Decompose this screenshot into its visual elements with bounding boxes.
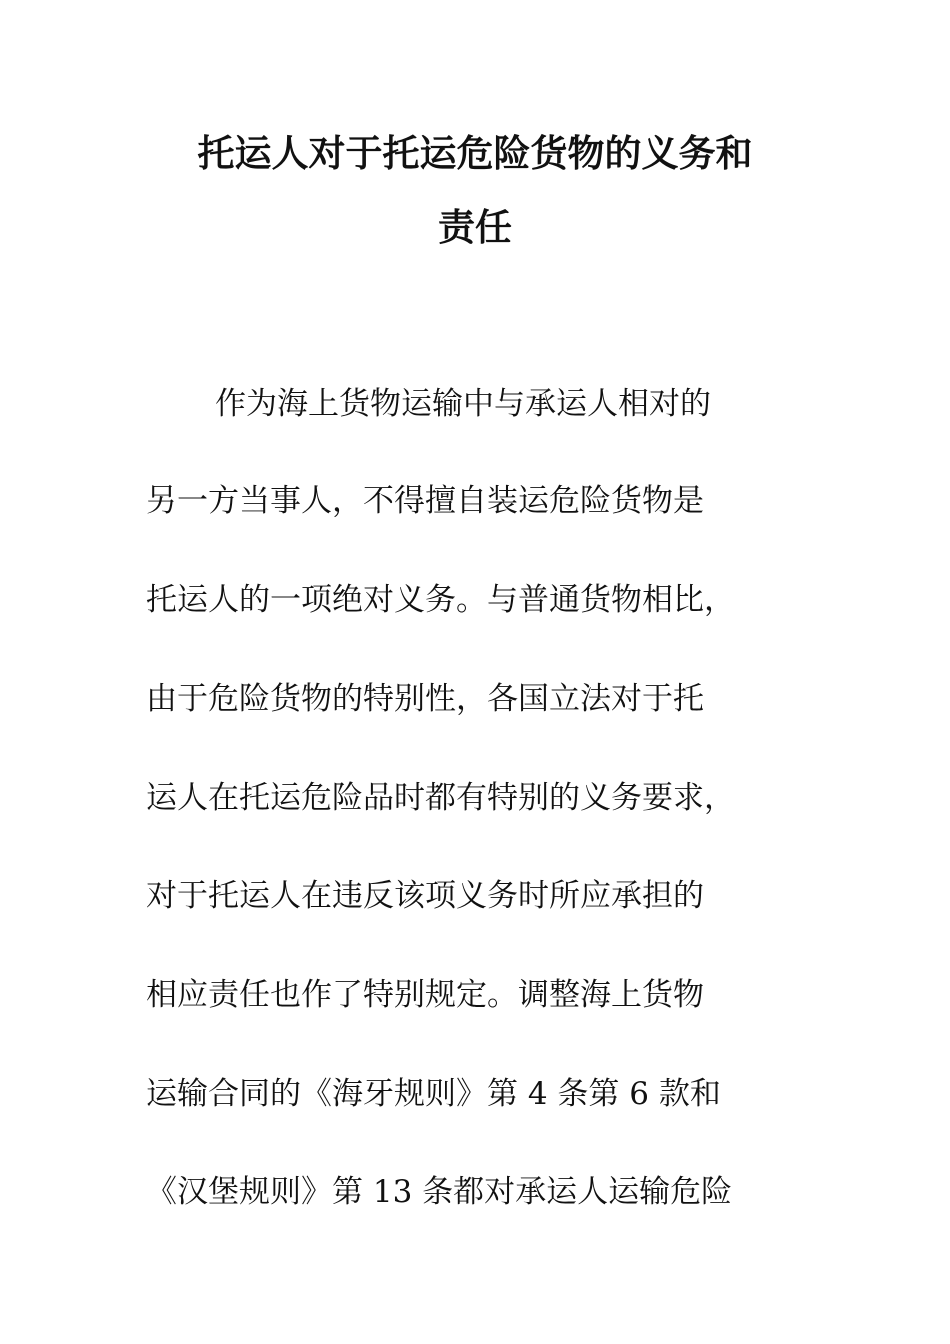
paragraph-line-5: 运人在托运危险品时都有特别的义务要求， (146, 780, 735, 816)
paragraph-line-9: 《汉堡规则》第 13 条都对承运人运输危险 (146, 1174, 733, 1210)
document-title-line-2: 责任 (438, 206, 512, 249)
paragraph-line-1: 作为海上货物运输中与承运人相对的 (215, 386, 711, 422)
paragraph-line-3: 托运人的一项绝对义务。与普通货物相比， (146, 582, 735, 618)
paragraph-line-4: 由于危险货物的特别性，各国立法对于托 (146, 681, 704, 717)
paragraph-line-8: 运输合同的《海牙规则》第 4 条第 6 款和 (146, 1076, 721, 1112)
document-title-line-1: 托运人对于托运危险货物的义务和 (197, 132, 753, 175)
paragraph-line-2: 另一方当事人，不得擅自装运危险货物是 (146, 483, 704, 519)
paragraph-line-6: 对于托运人在违反该项义务时所应承担的 (146, 878, 704, 914)
paragraph-line-7: 相应责任也作了特别规定。调整海上货物 (146, 977, 704, 1013)
